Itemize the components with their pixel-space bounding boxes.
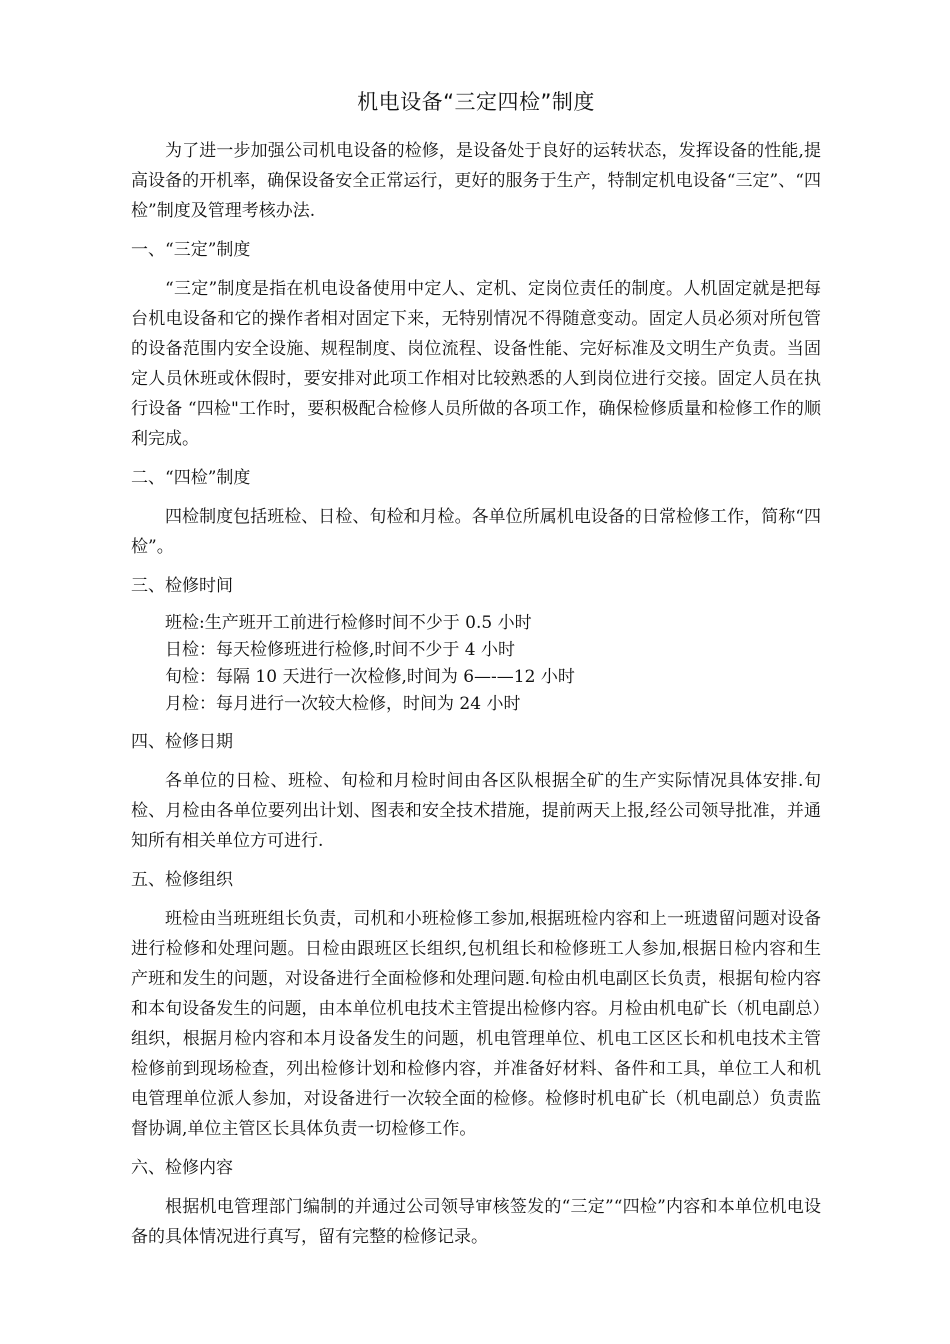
document-title: 机电设备“三定四检”制度 bbox=[357, 90, 595, 114]
section-heading-4: 四、检修日期 bbox=[131, 732, 233, 752]
section-body-1: “三定”制度是指在机电设备使用中定人、定机、定岗位责任的制度。人机固定就是把每台机电设备和它的操作者相对固定下来，无特别情况不得随意变动。固定人员必须对所包管的设备范围内安全设施、规程制度、岗位流程、设备性能、完好标准及文明生产负责。当固定人员休班或休假时，要安排对此项工作相对比较熟悉的人到岗位进行交接。固定人员在执行设备 “四检"工作时，要积极配合检修人员所做的各项工作，确保检修质量和检修工作的顺利完成。 bbox=[131, 279, 821, 449]
section-body-2: 四检制度包括班检、日检、旬检和月检。各单位所属机电设备的日常检修工作，简称“四检”。 bbox=[131, 507, 821, 557]
section-heading-6: 六、检修内容 bbox=[131, 1158, 233, 1178]
section-heading-2: 二、“四检”制度 bbox=[131, 468, 251, 488]
section-body-4: 各单位的日检、班检、旬检和月检时间由各区队根据全矿的生产实际情况具体安排.旬检、月检由各单位要列出计划、图表和安全技术措施，提前两天上报,经公司领导批准，并通知所有相关单位方可进行. bbox=[131, 771, 821, 851]
schedule-line-ten-day: 旬检：每隔 10 天进行一次检修,时间为 6—-—12 小时 bbox=[165, 667, 575, 687]
document-page bbox=[131, 88, 821, 1261]
section-heading-1: 一、“三定”制度 bbox=[131, 240, 251, 260]
section-body-5: 班检由当班班组长负责，司机和小班检修工参加,根据班检内容和上一班遗留问题对设备进行检修和处理问题。日检由跟班区长组织,包机组长和检修班工人参加,根据日检内容和生产班和发生的问题，对设备进行全面检修和处理问题.旬检由机电副区长负责，根据旬检内容和本旬设备发生的问题，由本单位机电技术主管提出检修内容。月检由机电矿长（机电副总）组织，根据月检内容和本月设备发生的问题，机电管理单位、机电工区区长和机电技术主管检修前到现场检查，列出检修计划和检修内容，并准备好材料、备件和工具，单位工人和机电管理单位派人参加，对设备进行一次较全面的检修。检修时机电矿长（机电副总）负责监督协调,单位主管区长具体负责一切检修工作。 bbox=[131, 909, 821, 1139]
schedule-line-monthly: 月检：每月进行一次较大检修，时间为 24 小时 bbox=[165, 694, 521, 714]
section-heading-5: 五、检修组织 bbox=[131, 870, 233, 890]
section-heading-3: 三、检修时间 bbox=[131, 576, 233, 596]
section-body-6: 根据机电管理部门编制的并通过公司领导审核签发的“三定”“四检”内容和本单位机电设备的具体情况进行真写，留有完整的检修记录。 bbox=[131, 1197, 821, 1247]
inspection-schedule-list bbox=[131, 610, 821, 718]
schedule-line-daily: 日检：每天检修班进行检修,时间不少于 4 小时 bbox=[165, 640, 516, 660]
schedule-line-shift: 班检:生产班开工前进行检修时间不少于 0.5 小时 bbox=[165, 613, 532, 633]
intro-paragraph: 为了进一步加强公司机电设备的检修，是设备处于良好的运转状态，发挥设备的性能,提高设备的开机率，确保设备安全正常运行，更好的服务于生产，特制定机电设备“三定”、“四检”制度及管理考核办法. bbox=[131, 141, 821, 221]
